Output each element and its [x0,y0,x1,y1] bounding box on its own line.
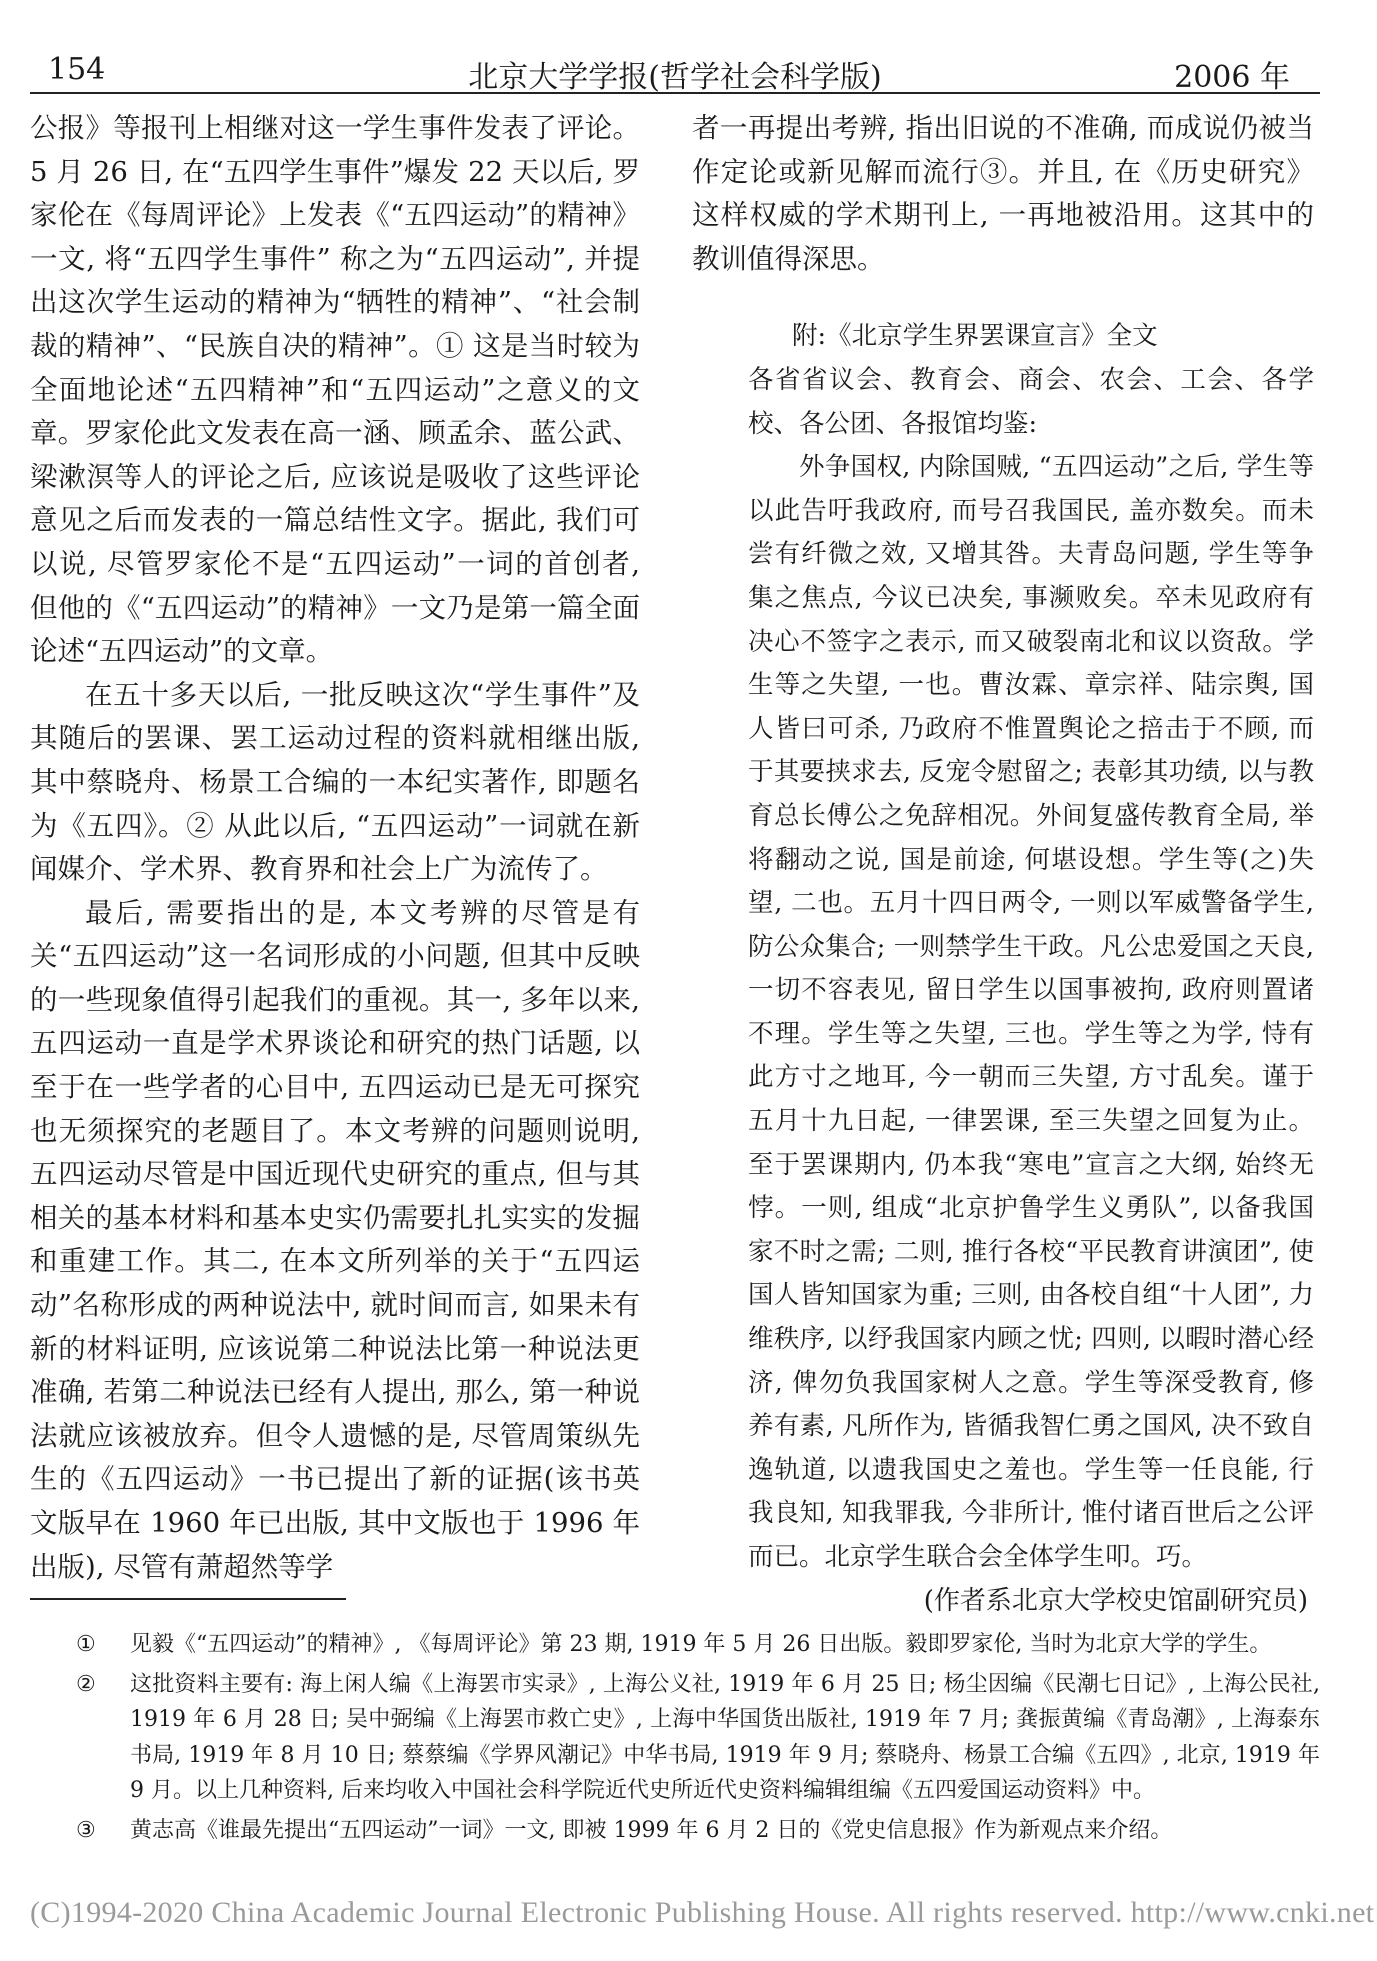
publication-year: 2006 年 [1174,60,1290,95]
copyright-watermark: (C)1994-2020 China Academic Journal Electronic Publishing House. All rights reserved. http://www.cnki.net [30,1896,1375,1929]
appendix [692,315,1314,1579]
appendix-body: 外争国权, 内除国贼, “五四运动”之后, 学生等以此告吁我政府, 而号召我国民, 盖亦数矣。而未尝有纤微之效, 又增其咎。夫青岛问题, 学生等争集之焦点, 今议已决矣, 事濒败矣。卒未见政府有决心不签字之表示, 而又破裂南北和议以资敌。学生等之失望, 一也。曹汝霖、章宗祥、陆宗舆, 国人皆曰可杀, 乃政府不惟置舆论之掊击于不顾, 而于其要挟求去, 反宠令慰留之; 表彰其功绩, 以与教育总长傅公之免辞相况。外间复盛传教育全局, 举将翻动之说, 国是前途, 何堪设想。学生等(之)失望, 二也。五月十四日两令, 一则以军威警备学生, 防公众集合; 一则禁学生干政。凡公忠爱国之天良, 一切不容表见, 留日学生以国事被拘, 政府则置诸不理。学生等之失望, 三也。学生等之为学, 恃有此方寸之地耳, 今一朝而三失望, 方寸乱矣。谨于五月十九日起, 一律罢课, 至三失望之回复为止。至于罢课期内, 仍本我“寒电”宣言之大纲, 始终无悖。一则, 组成“北京护鲁学生义勇队”, 以备我国家不时之需; 二则, 推行各校“平民教育讲演团”, 使国人皆知国家为重; 三则, 由各校自组“十人团”, 力维秩序, 以纾我国家内顾之忧; 四则, 以暇时潜心经济, 俾勿负我国家树人之意。学生等深受教育, 修养有素, 凡所作为, 皆循我智仁勇之国风, 决不致自逸轨道, 以遗我国史之羞也。学生等一任良能, 行我良知, 知我罪我, 今非所计, 惟付诸百世后之公评而已。北京学生联合会全体学生叩。巧。 [748,452,1314,1572]
footnote-divider [30,1598,346,1600]
journal-title: 北京大学学报(哲学社会科学版) [468,60,882,95]
footnote-text: 黄志高《谁最先提出“五四运动”一词》一文, 即被 1999 年 6 月 2 日的《党史信息报》作为新观点来介绍。 [130,1817,1173,1843]
author-note: (作者系北京大学校史馆副研究员) [923,1585,1308,1616]
body-paragraph: 者一再提出考辨, 指出旧说的不准确, 而成说仍被当作定论或新见解而流行③。并且, 在《历史研究》这样权威的学术期刊上, 一再地被沿用。这其中的教训值得深思。 [692,112,1314,275]
footnote [30,1813,1320,1849]
body-paragraph: 公报》等报刊上相继对这一学生事件发表了评论。5 月 26 日, 在“五四学生事件”爆发 22 天以后, 罗家伦在《每周评论》上发表《“五四运动”的精神》一文, 将“五四学生事件” 称之为“五四运动”, 并提出这次学生运动的精神为“牺牲的精神”、“社会制裁的精神”、“民族自决的精神”。① 这是当时较为全面地论述“五四精神”和“五四运动”之意义的文章。罗家伦此文发表在高一涵、顾孟余、蓝公武、梁漱溟等人的评论之后, 应该说是吸收了这些评论意见之后而发表的一篇总结性文字。据此, 我们可以说, 尽管罗家伦不是“五四运动”一词的首创者, 但他的《“五四运动”的精神》一文乃是第一篇全面论述“五四运动”的文章。 [30,112,640,668]
left-column [30,107,640,1589]
page-number: 154 [48,52,106,87]
footnote [30,1627,1320,1663]
footnote-text: 这批资料主要有: 海上闲人编《上海罢市实录》, 上海公义社, 1919 年 6 月 25 日; 杨尘因编《民潮七日记》, 上海公民社, 1919 年 6 月 28 日; 吴中弼编《上海罢市救亡史》, 上海中华国货出版社, 1919 年 7 月; 龚振黄编《青岛潮》, 上海泰东书局, 1919 年 8 月 10 日; 蔡蔡编《学界风潮记》中华书局, 1919 年 9 月; 蔡晓舟、杨景工合编《五四》, 北京, 1919 年 9 月。以上几种资料, 后来均收入中国社会科学院近代史所近代史资料编辑组编《五四爱国运动资料》中。 [130,1671,1320,1803]
footnote [30,1667,1320,1809]
footnote-marker: ① [76,1632,96,1657]
right-column [692,107,1314,1623]
body-paragraph: 最后, 需要指出的是, 本文考辨的尽管是有关“五四运动”这一名词形成的小问题, 但其中反映的一些现象值得引起我们的重视。其一, 多年以来, 五四运动一直是学术界谈论和研究的热门话题, 以至于在一些学者的心目中, 五四运动已是无可探究也无须探究的老题目了。本文考辨的问题则说明, 五四运动尽管是中国近现代史研究的重点, 但与其相关的基本材料和基本史实仍需要扎扎实实的发掘和重建工作。其二, 在本文所列举的关于“五四运动”名称形成的两种说法中, 就时间而言, 如果未有新的材料证明, 应该说第二种说法比第一种说法更准确, 若第二种说法已经有人提出, 那么, 第一种说法就应该被放弃。但令人遗憾的是, 尽管周策纵先生的《五四运动》一书已提出了新的证据(该书英文版早在 1960 年已出版, 其中文版也于 1996 年出版), 尽管有萧超然等学 [30,896,640,1583]
footnote-marker: ③ [76,1817,96,1843]
footnote-text: 见毅《“五四运动”的精神》, 《每周评论》第 23 期, 1919 年 5 月 26 日出版。毅即罗家伦, 当时为北京大学的学生。 [130,1632,1272,1657]
footnotes [30,1627,1320,1852]
body-paragraph: 在五十多天以后, 一批反映这次“学生事件”及其随后的罢课、罢工运动过程的资料就相继出版, 其中蔡晓舟、杨景工合编的一本纪实著作, 即题名为《五四》。② 从此以后, “五四运动”一词就在新闻媒介、学术界、教育界和社会上广为流传了。 [30,678,640,886]
footnote-marker: ② [76,1671,96,1697]
appendix-address: 各省省议会、教育会、商会、农会、工会、各学校、各公团、各报馆均鉴: [748,364,1314,439]
running-header [30,52,1320,94]
appendix-title: 附:《北京学生界罢课宣言》全文 [792,321,1158,352]
